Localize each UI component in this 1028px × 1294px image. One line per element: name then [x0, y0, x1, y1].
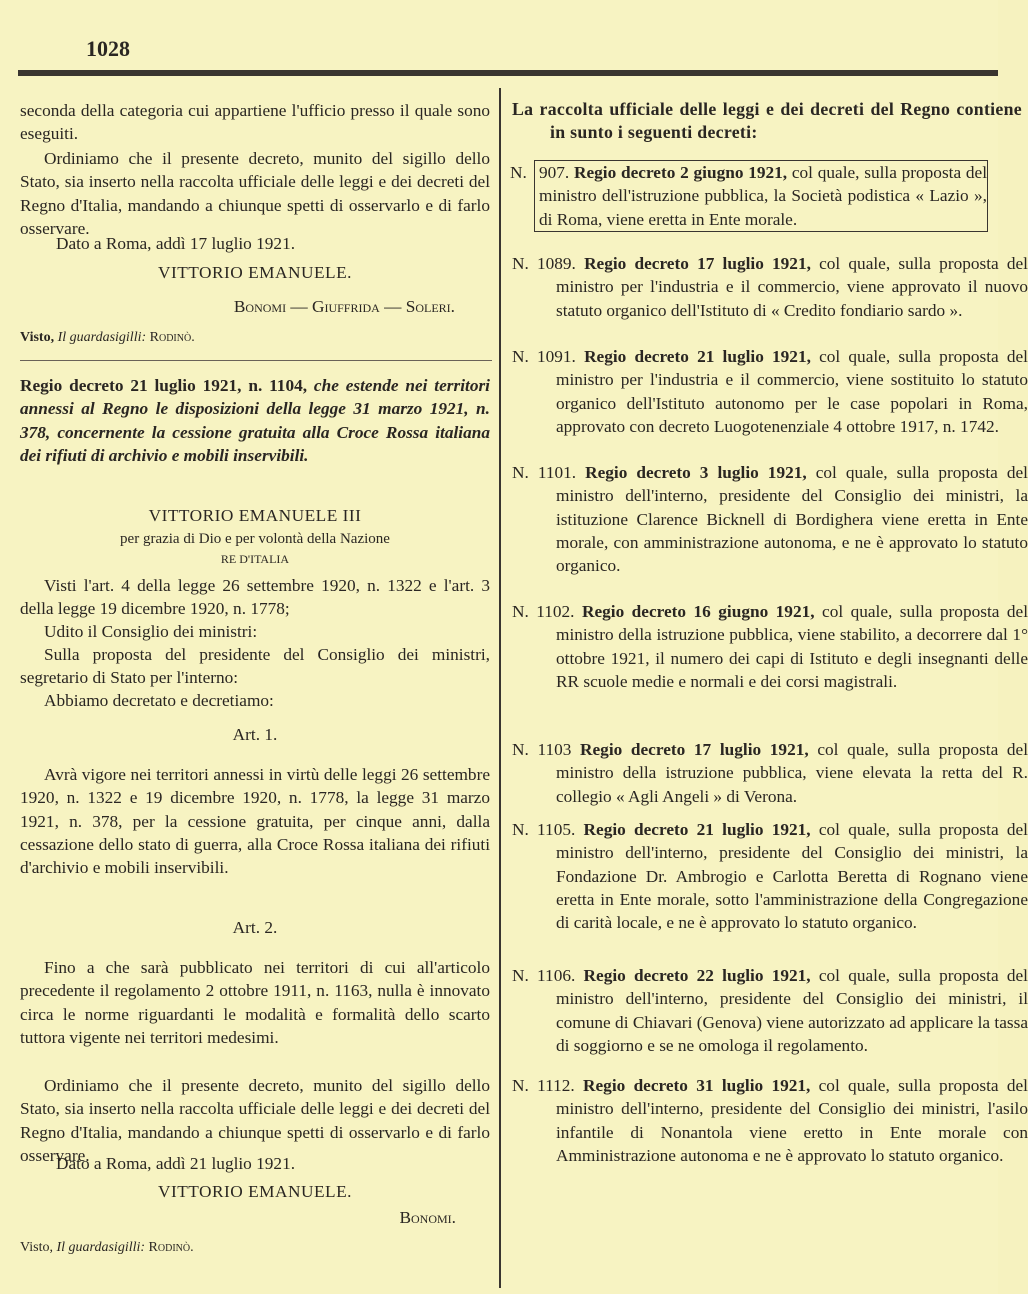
decree-heading: Regio decreto 21 luglio 1921, — [584, 347, 811, 366]
visto-label: Visto, — [20, 330, 55, 345]
decree-text: col quale, sulla proposta del ministro dell'interno, presidente del Consiglio dei ministri, il comune di Chiavari (Genova) viene autorizzato ad applicare la tassa di soggiorno e se ne omologa il regolamento. — [556, 966, 1028, 1055]
decree-text: col quale, sulla proposta del ministro dell'interno, presidente del Consiglio dei ministri, la istituzione Clarence Bicknell di Bordighera viene eretta in Ente morale, con amministrazione autonoma, e ne è approvato lo statuto organico. — [556, 463, 1028, 576]
visto-line-2 — [20, 1236, 490, 1259]
decree-heading: Regio decreto 31 luglio 1921, — [583, 1076, 811, 1095]
decree-summary-entry — [512, 818, 1028, 934]
section-separator — [20, 360, 492, 361]
decree-summary-entry — [534, 160, 988, 232]
decree-number: 907. — [539, 163, 570, 182]
decree-summary-entry — [512, 600, 1028, 693]
visto-label-2: Visto, — [20, 1240, 53, 1255]
decree-text: col quale, sulla proposta del ministro dell'interno, presidente del Consiglio dei ministri, l'asilo infantile di Nonantola viene eretto in Ente morale con Amministrazione autonoma e ne è approvato lo statuto organico. — [556, 1076, 1028, 1165]
decree-number: N. 1101. — [512, 463, 577, 482]
decree-summary-entry — [512, 461, 1028, 577]
final-ordiniamo: Ordiniamo che il presente decreto, munito del sigillo dello Stato, sia inserto nella raccolta ufficiale delle leggi e dei decreti del Regno d'Italia, mandando a chiunque spetti di osservarlo e di farlo osservare. — [20, 1076, 490, 1165]
paragraph-ordiniamo: Ordiniamo che il presente decreto, munito del sigillo dello Stato, sia inserto nella raccolta ufficiale delle leggi e dei decreti del Regno d'Italia, mandando a chiunque spetti di osservarlo e di farlo osservare. — [20, 149, 490, 238]
king-title: VITTORIO EMANUELE III — [148, 506, 362, 525]
column-divider — [499, 88, 501, 1288]
decree-summary-entry — [512, 964, 1028, 1057]
decree-heading: Regio decreto 2 giugno 1921, — [574, 163, 788, 182]
decree-subject: che estende nei territori annessi al Regno le disposizioni della legge 31 marzo 1921, n. 378, concernente la cessione gratuita alla Croce Rossa italiana dei rifiuti di archivio e mobili inservibili. — [20, 376, 490, 465]
decree-number: N. 1103 — [512, 740, 572, 759]
decree-text: col quale, sulla proposta del ministro dell'istruzione pubblica, la Società podistica « Lazio », di Roma, viene eretta in Ente morale. — [539, 163, 988, 229]
decree-heading: Regio decreto 16 giugno 1921, — [581, 602, 815, 621]
decree-number: N. 1089. — [512, 254, 576, 273]
article-2-text: Fino a che sarà pubblicato nei territori di cui all'articolo precedente il regolamento 2 ottobre 1911, n. 1163, nulla è innovato circa le norme riguardanti le modalità e formalità dello scarto tuttora vigente nei territori medesimi. — [20, 958, 490, 1047]
sulla-proposta-paragraph: Sulla proposta del presidente del Consiglio dei ministri, segretario di Stato per l'interno: — [20, 645, 490, 688]
decree-summary-entry — [512, 738, 1028, 808]
king-signature-2: VITTORIO EMANUELE. — [158, 1182, 352, 1201]
decree-summary-entry — [512, 252, 1028, 322]
decree-heading: Regio decreto 17 luglio 1921, — [580, 740, 809, 759]
guardasigilli-label: Il guardasigilli: — [57, 330, 147, 345]
date-line: Dato a Roma, addì 17 luglio 1921. — [56, 234, 296, 253]
decree-number: N. 1091. — [512, 347, 576, 366]
visto-line — [20, 326, 490, 349]
article-2-heading: Art. 2. — [232, 918, 278, 937]
decree-number-marker: N. — [510, 163, 527, 182]
decree-number: N. 1102. — [512, 602, 575, 621]
decree-number: N. 1105. — [512, 820, 576, 839]
decree-text: col quale, sulla proposta del ministro della istruzione pubblica, viene elevata la retta del R. collegio « Agli Angeli » di Verona. — [556, 740, 1028, 806]
guardasigilli-name-2: Rodinò. — [148, 1240, 194, 1255]
guardasigilli-label-2: Il guardasigilli: — [56, 1240, 146, 1255]
page-number: 1028 — [86, 36, 130, 61]
decree-heading: Regio decreto 3 luglio 1921, — [585, 463, 807, 482]
article-1-heading: Art. 1. — [232, 725, 278, 744]
udito-paragraph: Udito il Consiglio dei ministri: — [44, 622, 258, 641]
abbiamo-decretato: Abbiamo decretato e decretiamo: — [44, 691, 274, 710]
decree-heading: Regio decreto 21 luglio 1921, n. 1104, — [20, 376, 308, 395]
decree-text: col quale, sulla proposta del ministro per l'industria e il commercio, viene sostituito lo statuto organico dell'Istituto autonomo per le case popolari in Roma, approvato con decreto Luogotenenziale 4 ottobre 1917, n. 1742. — [556, 347, 1028, 436]
visti-paragraph: Visti l'art. 4 della legge 26 settembre 1920, n. 1322 e l'art. 3 della legge 19 dicembre 1920, n. 1778; — [20, 576, 490, 619]
minister-signature-2: Bonomi. — [399, 1208, 456, 1227]
paragraph-continuation: seconda della categoria cui appartiene l'ufficio presso il quale sono eseguiti. — [20, 101, 490, 144]
decree-title-block — [20, 374, 490, 467]
decree-summary-entry — [512, 345, 1028, 438]
grace-formula: per grazia di Dio e per volontà della Nazione — [120, 531, 390, 547]
king-signature: VITTORIO EMANUELE. — [158, 263, 352, 282]
summary-heading: La raccolta ufficiale delle leggi e dei decreti del Regno contiene in sunto i seguenti decreti: — [512, 99, 1022, 143]
decree-text: col quale, sulla proposta del ministro dell'interno, presidente del Consiglio dei ministri, la Fondazione Dr. Ambrogio e Carlotta Beretta di Rognano viene eretta in Ente morale, sotto l'amministrazione della Congregazione di carità locale, e ne è approvato lo statuto organico. — [556, 820, 1028, 933]
decree-text: col quale, sulla proposta del ministro per l'industria e il commercio, viene approvato il nuovo statuto organico dell'Istituto di « Credito fondiario sardo ». — [556, 254, 1028, 320]
decree-text: col quale, sulla proposta del ministro della istruzione pubblica, viene stabilito, a decorrere dal 1° ottobre 1921, il numero dei capi di Istituto e degli insegnanti delle RR scuole medie e normali e dei corsi magistrali. — [556, 602, 1028, 691]
decree-number: N. 1112. — [512, 1076, 575, 1095]
article-1-text: Avrà vigore nei territori annessi in virtù delle leggi 26 settembre 1920, n. 1322 e 19 dicembre 1920, n. 1778, la legge 31 marzo 1921, n. 378, per la cessione gratuita, per cinque anni, dalla cessazione dello stato di guerra, alla Croce Rossa italiana dei rifiuti d'archivio e mobili inservibili. — [20, 765, 490, 878]
decree-summary-entry — [512, 1074, 1028, 1167]
re-ditalia: RE D'ITALIA — [220, 552, 290, 566]
date-line-2: Dato a Roma, addì 21 luglio 1921. — [56, 1154, 296, 1173]
decree-number: N. 1106. — [512, 966, 576, 985]
guardasigilli-name: Rodinò. — [149, 330, 195, 345]
decree-heading: Regio decreto 17 luglio 1921, — [584, 254, 811, 273]
decree-heading: Regio decreto 22 luglio 1921, — [583, 966, 811, 985]
minister-signatures: Bonomi — Giuffrida — Soleri. — [233, 297, 455, 316]
decree-heading: Regio decreto 21 luglio 1921, — [583, 820, 811, 839]
header-rule — [18, 70, 998, 76]
